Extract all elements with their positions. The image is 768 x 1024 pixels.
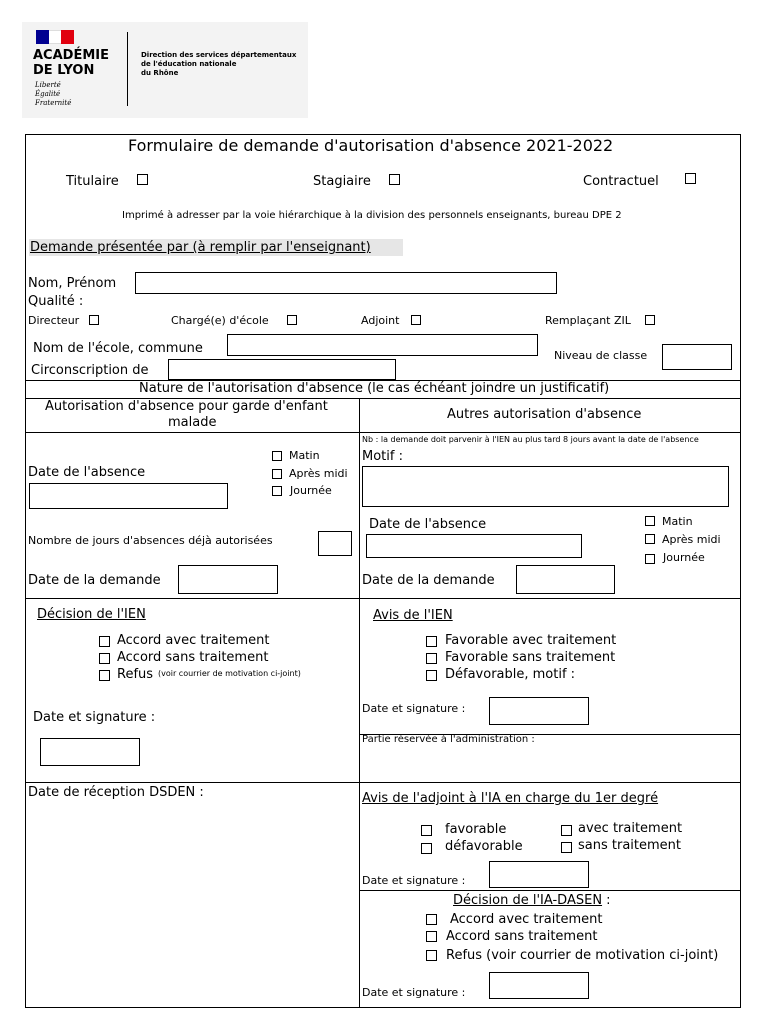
nom-prenom-label: Nom, Prénom [28,276,117,291]
qualite-adjoint-checkbox[interactable] [411,315,421,325]
right-matin-checkbox[interactable] [645,516,655,526]
status-contractuel-checkbox[interactable] [685,173,696,184]
form-title: Formulaire de demande d'autorisation d'absence 2021-2022 [128,136,614,155]
decision-dasen-heading [453,894,611,907]
refus-checkbox[interactable] [99,670,110,681]
left-matin-label: Matin [289,449,320,462]
direction-line2: de l'éducation nationale [141,60,237,68]
divider-reception [25,782,741,783]
avis-adjoint-heading: Avis de l'adjoint à l'IA en charge du 1er degré [362,791,659,806]
logo-divider [127,32,128,106]
nb-jours-input[interactable] [318,531,352,556]
adjoint-avec-traitement-label: avec traitement [578,821,683,836]
date-reception-label: Date de réception DSDEN : [28,785,204,800]
favorable-sans-checkbox[interactable] [426,653,437,664]
direction-line1: Direction des services départementaux [141,51,297,59]
garde-title-line1: Autorisation d'absence pour garde d'enfant [45,399,328,414]
right-apres-midi-label: Après midi [662,533,721,546]
partie-reservee-label: Partie réservée à l'administration : [362,734,535,745]
qualite-charge-ecole-checkbox[interactable] [287,315,297,325]
right-matin-label: Matin [662,515,693,528]
right-date-signature3-input[interactable] [489,972,589,999]
favorable-avec-label: Favorable avec traitement [445,633,617,648]
left-apres-midi-label: Après midi [289,467,348,480]
qualite-directeur-checkbox[interactable] [89,315,99,325]
adjoint-defavorable-checkbox[interactable] [421,843,432,854]
divider-dasen [359,890,741,891]
decision-ien-heading: Décision de l'IEN [37,607,146,622]
divider-col-titles [25,432,741,433]
niveau-classe-label: Niveau de classe [554,349,648,362]
left-apres-midi-checkbox[interactable] [272,469,282,479]
center-column-divider [359,398,360,1008]
qualite-directeur-label: Directeur [28,314,80,327]
accord-sans-checkbox[interactable] [99,653,110,664]
left-date-demande-input[interactable] [178,565,278,594]
right-journee-label: Journée [663,551,705,564]
favorable-sans-label: Favorable sans traitement [445,650,616,665]
adjoint-sans-traitement-label: sans traitement [578,838,681,853]
circonscription-input[interactable] [168,359,396,380]
qualite-remplacant-label: Remplaçant ZIL [545,314,631,327]
qualite-label: Qualité : [28,294,84,309]
left-journee-label: Journée [290,484,332,497]
nb-note: Nb : la demande doit parvenir à l'IEN au plus tard 8 jours avant la date de l'absence [362,435,699,444]
right-date-signature-input[interactable] [489,697,589,725]
favorable-avec-checkbox[interactable] [426,636,437,647]
demande-heading: Demande présentée par (à remplir par l'enseignant) [30,240,371,255]
status-stagiaire-checkbox[interactable] [389,174,400,185]
left-date-demande-label: Date de la demande [28,573,161,588]
dasen-accord-sans-label: Accord sans traitement [446,929,598,944]
right-journee-checkbox[interactable] [645,554,655,564]
autres-title: Autres autorisation d'absence [447,407,642,422]
qualite-remplacant-checkbox[interactable] [645,315,655,325]
left-date-absence-input[interactable] [29,483,228,509]
qualite-adjoint-label: Adjoint [361,314,400,327]
refus-label: Refus [117,667,154,682]
nb-jours-label: Nombre de jours d'absences déjà autorisées [28,534,273,547]
qualite-charge-ecole-label: Chargé(e) d'école [171,314,269,327]
right-date-signature3-label: Date et signature : [362,986,466,999]
motif-label: Motif : [362,449,403,464]
motif-input[interactable] [362,466,729,507]
decision-dasen-colon: : [602,893,611,908]
right-date-signature-label: Date et signature : [362,702,466,715]
nom-prenom-input[interactable] [135,272,557,294]
dasen-accord-avec-checkbox[interactable] [426,914,437,925]
status-stagiaire-label: Stagiaire [313,174,371,189]
accord-avec-checkbox[interactable] [99,636,110,647]
status-titulaire-label: Titulaire [66,174,119,189]
adjoint-favorable-checkbox[interactable] [421,825,432,836]
defavorable-motif-label: Défavorable, motif : [445,667,576,682]
refus-note: (voir courrier de motivation ci-joint) [158,669,301,678]
left-date-signature-label: Date et signature : [33,710,156,725]
academy-name-line2: DE LYON [33,63,95,78]
dasen-accord-sans-checkbox[interactable] [426,931,437,942]
right-date-demande-label: Date de la demande [362,573,495,588]
dasen-accord-avec-label: Accord avec traitement [450,912,603,927]
direction-line3: du Rhône [141,69,179,77]
adjoint-avec-traitement-checkbox[interactable] [561,825,572,836]
accord-sans-label: Accord sans traitement [117,650,269,665]
garde-title-line2: malade [168,415,217,430]
niveau-classe-input[interactable] [662,344,732,370]
right-date-signature2-label: Date et signature : [362,874,466,887]
defavorable-motif-checkbox[interactable] [426,670,437,681]
nom-ecole-label: Nom de l'école, commune [33,341,203,356]
left-date-signature-input[interactable] [40,738,140,766]
divider-decision [25,598,741,599]
motto-liberte: Liberté [35,81,61,89]
motto-egalite: Égalité [35,90,61,98]
adjoint-sans-traitement-checkbox[interactable] [561,842,572,853]
adjoint-defavorable-label: défavorable [445,839,523,854]
nom-ecole-input[interactable] [227,334,538,356]
adjoint-favorable-label: favorable [445,822,507,837]
right-date-demande-input[interactable] [516,565,615,594]
decision-dasen-label: Décision de l'IA-DASEN [453,893,603,908]
accord-avec-label: Accord avec traitement [117,633,270,648]
left-date-absence-label: Date de l'absence [28,465,146,480]
right-date-absence-label: Date de l'absence [369,517,487,532]
academy-name-line1: ACADÉMIE [33,48,109,63]
status-titulaire-checkbox[interactable] [137,174,148,185]
right-date-signature2-input[interactable] [489,861,589,888]
nature-heading: Nature de l'autorisation d'absence (le cas échéant joindre un justificatif) [139,381,610,396]
status-contractuel-label: Contractuel [583,174,659,189]
left-journee-checkbox[interactable] [272,486,282,496]
avis-ien-heading: Avis de l'IEN [373,608,453,623]
circonscription-label: Circonscription de [31,363,149,378]
instructions-text: Imprimé à adresser par la voie hiérarchique à la division des personnels enseignants, bureau DPE 2 [122,210,622,221]
republic-flag-icon [36,30,74,44]
right-apres-midi-checkbox[interactable] [645,534,655,544]
dasen-refus-label: Refus (voir courrier de motivation ci-joint) [446,948,719,963]
left-matin-checkbox[interactable] [272,451,282,461]
dasen-refus-checkbox[interactable] [426,950,437,961]
right-date-absence-input[interactable] [366,534,582,558]
motto-fraternite: Fraternité [35,99,72,107]
